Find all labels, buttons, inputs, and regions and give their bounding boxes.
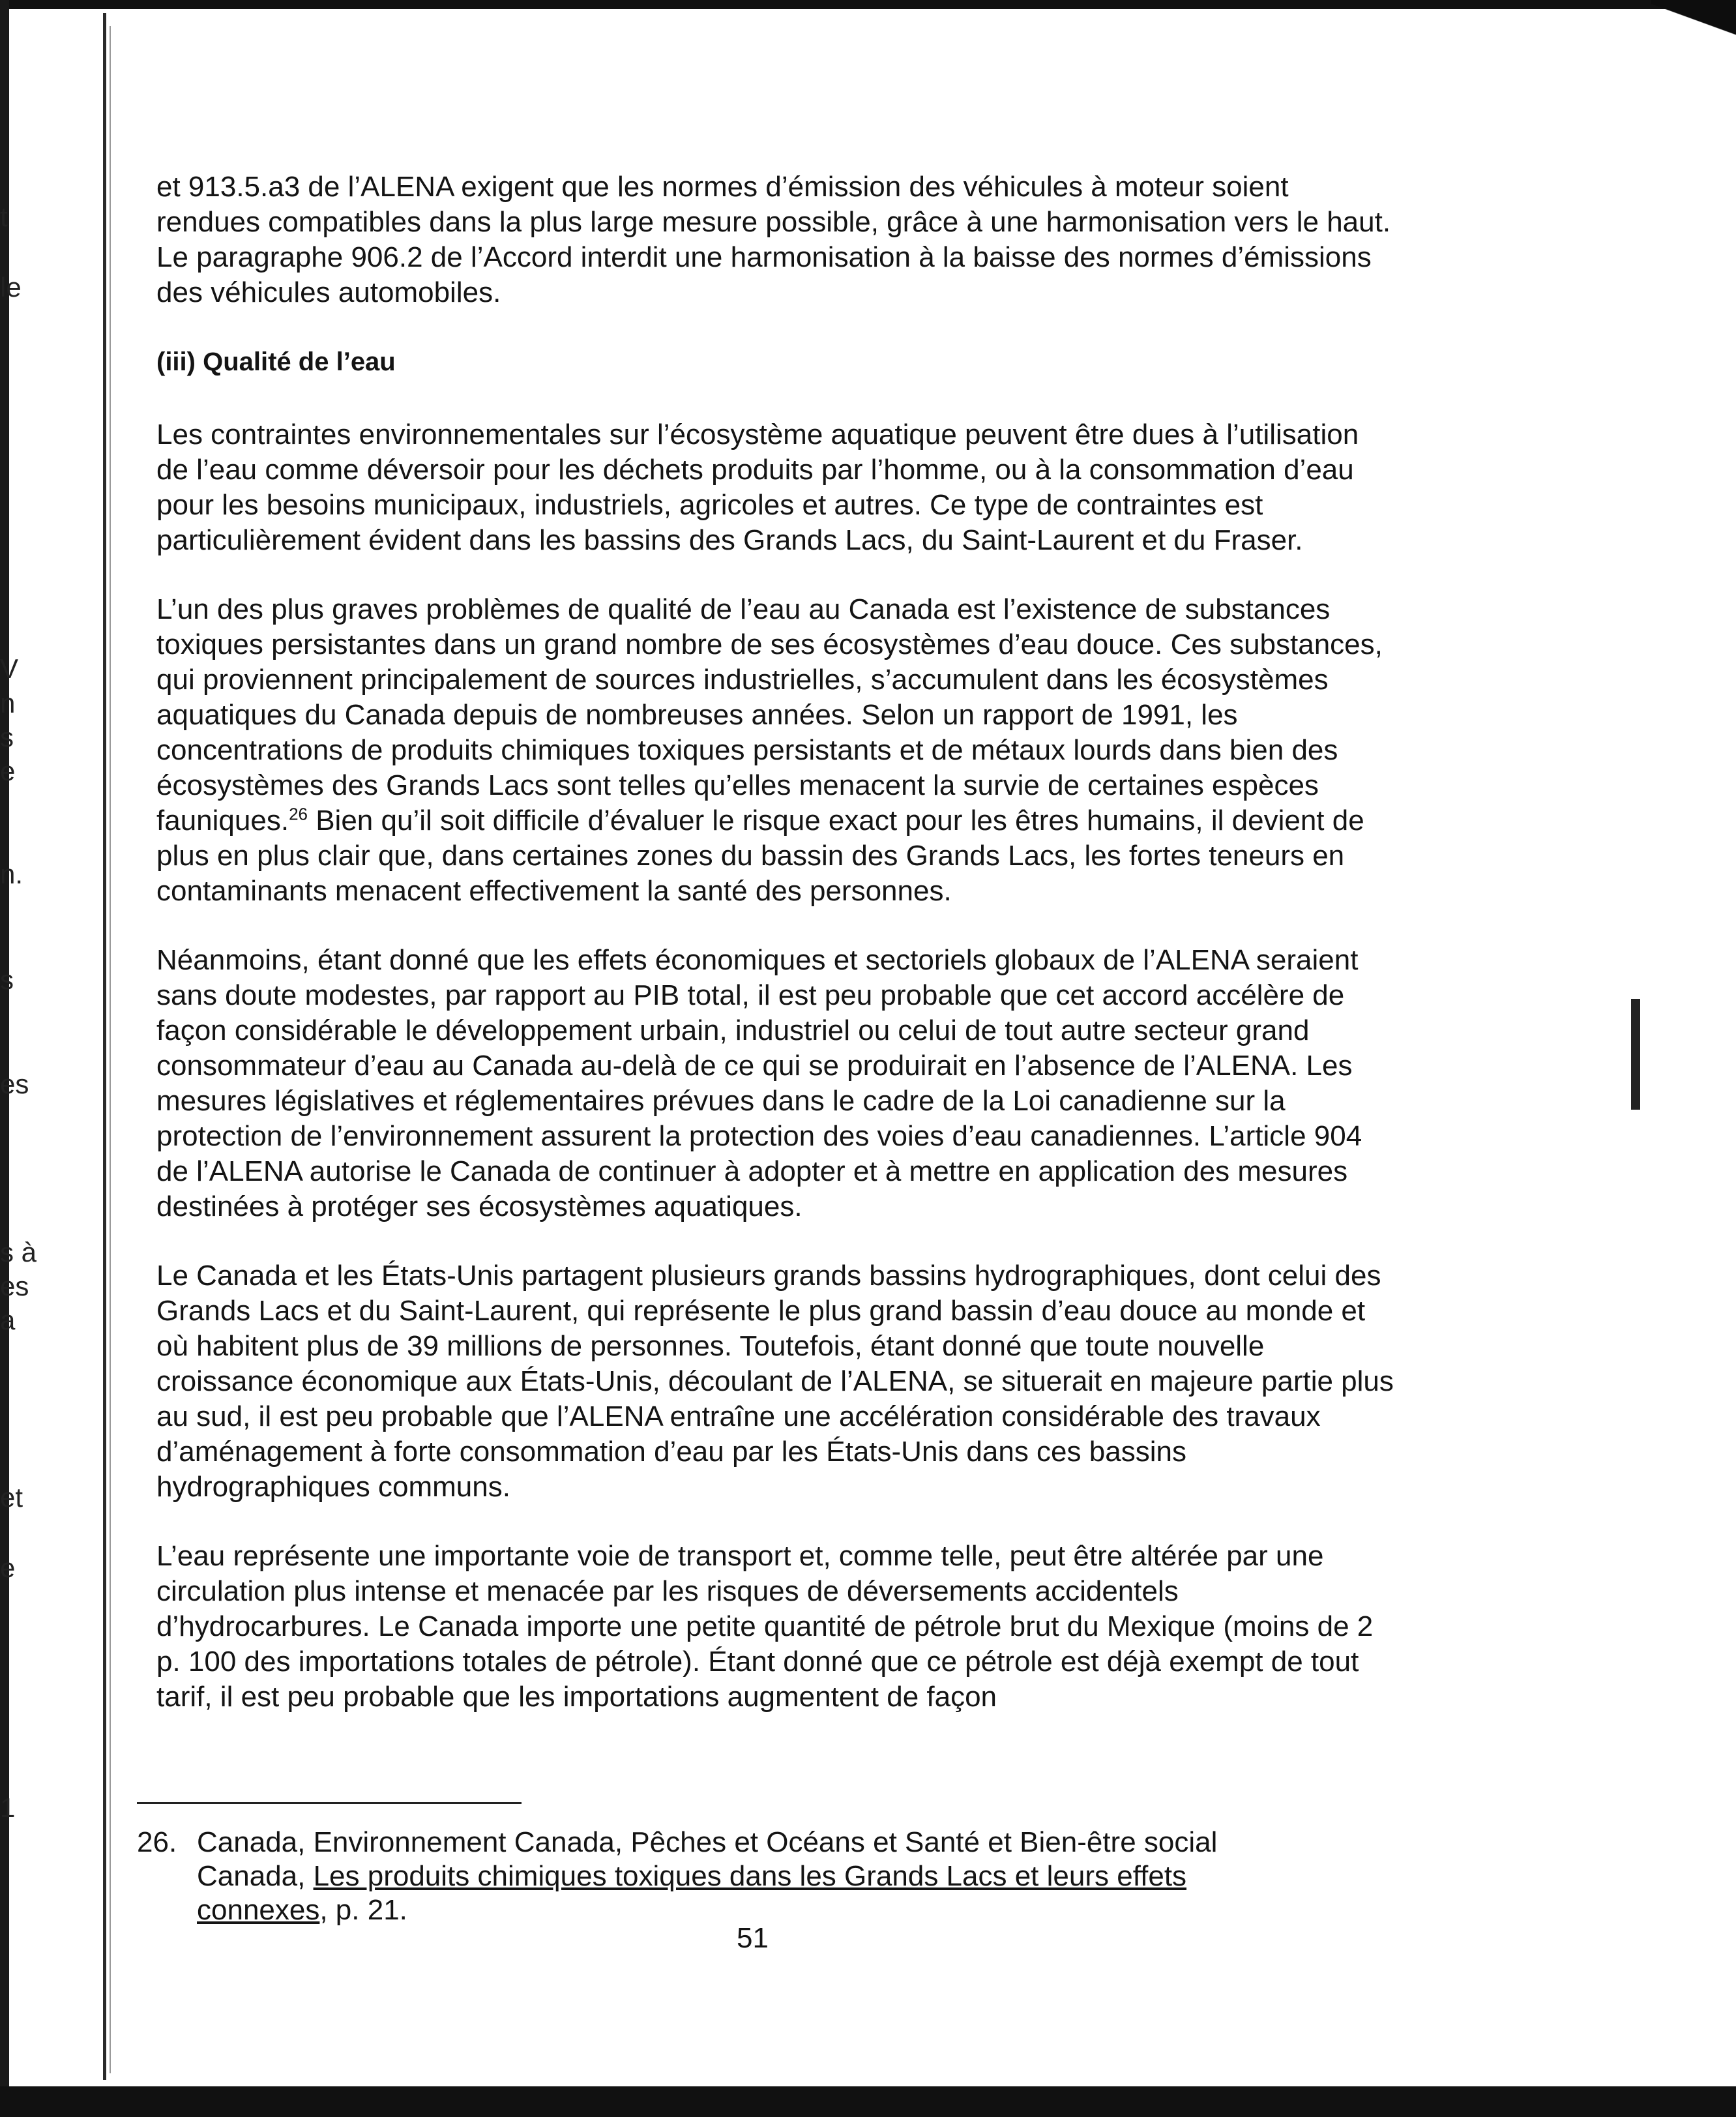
margin-fragment: V [0,653,19,684]
footnote-title: Les produits chimiques toxiques dans les Grands Lacs et leurs effets connexes [197,1860,1187,1926]
footnote [137,1826,1323,1927]
footnote-number: 26. [137,1826,177,1858]
intro-paragraph: et 913.5.a3 de l’ALENA exigent que les normes d’émission des véhicules à moteur soient rendues compatibles dans la plus large mesure possible, grâce à une harmonisation vers le haut. Le paragraphe 906.2 de l’Accord interdit une harmonisation à la baisse des normes d’émissions des véhicules automobiles. [156,171,1391,308]
margin-fragment: e [0,1552,16,1583]
scan-edge-bottom [0,2086,1736,2117]
margin-fragment: t [0,201,8,232]
scan-corner-top-right [1651,0,1736,46]
footnote-page: , p. 21. [319,1894,407,1926]
page-number: 51 [737,1922,769,1954]
footnote-source: Canada, Environnement Canada, Pêches et Océans et Santé et Bien-être social Canada, [197,1826,1218,1892]
margin-fragment: s à [0,1237,37,1267]
binding-shadow [103,13,106,2080]
scan-mark-right [1631,999,1640,1110]
section-heading: (iii) Qualité de l’eau [156,348,396,376]
margin-fragment: e [0,756,16,786]
margin-fragment: es [0,1271,29,1301]
paragraph-contraintes: Les contraintes environnementales sur l’écosystème aquatique peuvent être dues à l’utilisation de l’eau comme déversoir pour les déchets produits par l’homme, ou à la consommation d’eau pour les besoins municipaux, industriels, agricoles et autres. Ce type de contraintes est particulièrement évident dans les bassins des Grands Lacs, du Saint-Laurent et du Fraser. [156,419,1359,556]
margin-fragment: le [0,272,22,303]
facing-page-fragments [0,0,39,2117]
scan-edge-top [0,0,1736,9]
paragraph-substances-toxiques [156,592,1395,909]
margin-fragment: a [0,1305,16,1335]
footnote-separator [137,1802,522,1804]
page-body [156,170,1395,1749]
margin-fragment: n [0,688,16,718]
binding-shadow-secondary [110,26,111,2073]
margin-fragment: s [0,722,14,752]
margin-fragment: s [0,964,14,995]
paragraph-transport: L’eau représente une importante voie de transport et, comme telle, peut être altérée par une circulation plus intense et menacée par les risques de déversements accidentels d’hydrocarbures. Le Canada importe une petite quantité de pétrole brut du Mexique (moins de 2 p. 100 des importations totales de pétrole). Étant donné que ce pétrole est déjà exempt de tout tarif, il est peu probable que les importations augmentent de façon [156,1540,1374,1713]
paragraph-text: Bien qu’il soit difficile d’évaluer le risque exact pour les êtres humains, il devient de plus en plus clair que, dans certaines zones du bassin des Grands Lacs, les fortes teneurs en contaminants menacent effectivement la santé des personnes. [156,805,1364,907]
margin-fragment: n. [0,859,23,889]
margin-fragment: et [0,1482,23,1513]
margin-fragment: 1 [0,1792,16,1823]
paragraph-bassins: Le Canada et les États-Unis partagent plusieurs grands bassins hydrographiques, dont celui des Grands Lacs et du Saint-Laurent, qui représente le plus grand bassin d’eau douce au monde et où habitent plus de 39 millions de personnes. Toutefois, étant donné que toute nouvelle croissance économique aux États-Unis, découlant de l’ALENA, se situerait en majeure partie plus au sud, il est peu probable que l’ALENA entraîne une accélération considérable des travaux d’aménagement à forte consommation d’eau par les États-Unis dans ces bassins hydrographiques communs. [156,1260,1394,1503]
footnote-text [197,1826,1323,1927]
footnote-reference: 26 [289,804,308,824]
margin-fragment: es [0,1069,29,1099]
paragraph-neanmoins: Néanmoins, étant donné que les effets économiques et sectoriels globaux de l’ALENA seraient sans doute modestes, par rapport au PIB total, il est peu probable que cet accord accélère de façon considérable le développement urbain, industriel ou celui de tout autre secteur grand consommateur d’eau au Canada au-delà de ce qui se produirait en l’absence de l’ALENA. Les mesures législatives et réglementaires prévues dans le cadre de la Loi canadienne sur la protection de l’environnement assurent la protection des voies d’eau canadiennes. L’article 904 de l’ALENA autorise le Canada de continuer à adopter et à mettre en application des mesures destinées à protéger ses écosystèmes aquatiques. [156,944,1362,1222]
paragraph-text: L’un des plus graves problèmes de qualité de l’eau au Canada est l’existence de substances toxiques persistantes dans un grand nombre de ses écosystèmes d’eau douce. Ces substances, qui proviennent principalement de sources industrielles, s’accumulent dans les écosystèmes aquatiques du Canada depuis de nombreuses années. Selon un rapport de 1991, les concentrations de produits chimiques toxiques persistants et de métaux lourds dans bien des écosystèmes des Grands Lacs sont telles qu’elles menacent la survie de certaines espèces fauniques. [156,593,1383,836]
